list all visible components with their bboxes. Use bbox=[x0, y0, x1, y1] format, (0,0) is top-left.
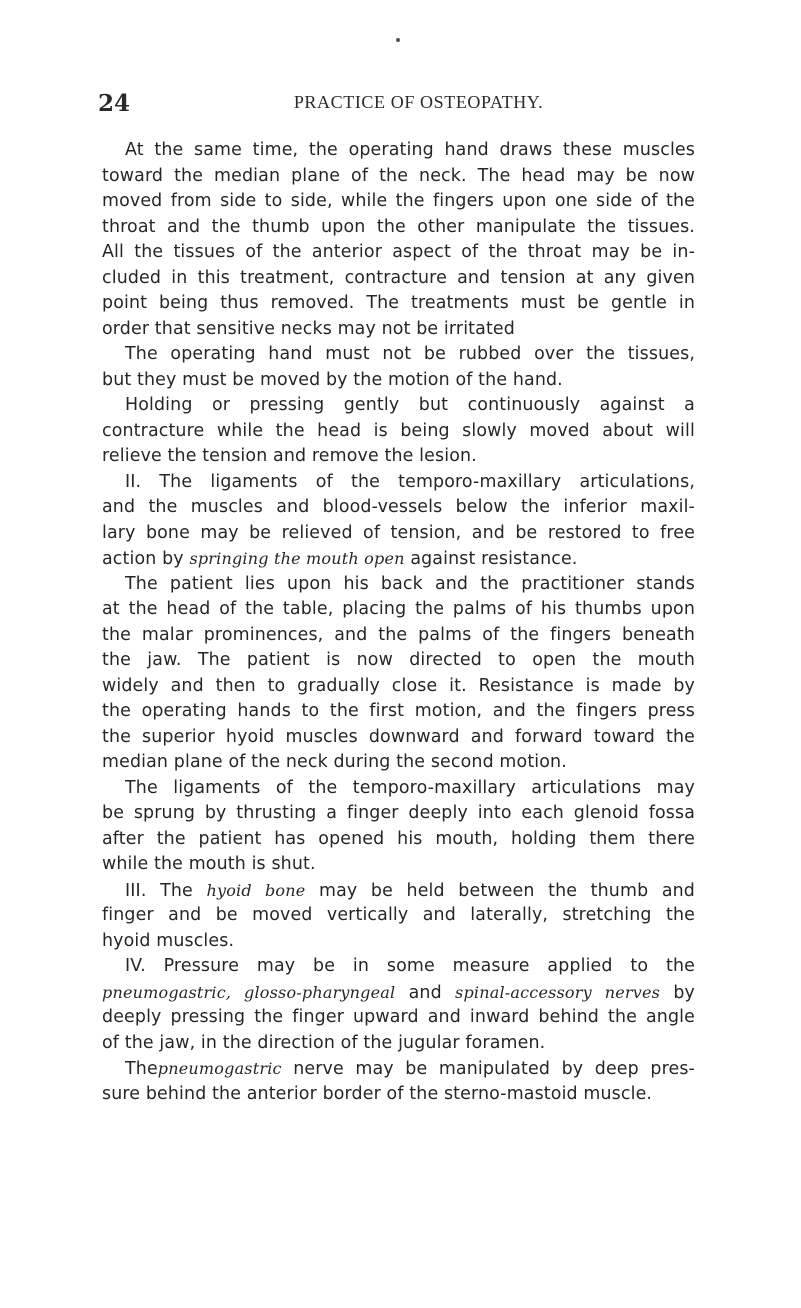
text-line: point being thus removed. The treatments must be gentle in bbox=[102, 293, 695, 313]
text-segment: action by bbox=[102, 549, 184, 569]
page-number: 24 bbox=[98, 90, 131, 117]
text-line: The ligaments of the temporo-maxillary articulations may bbox=[125, 777, 695, 798]
italic-phrase: spinal-accessory nerves bbox=[455, 982, 661, 1002]
italic-phrase: pneumogastric, glosso-pharyngeal bbox=[102, 982, 396, 1002]
text-segment: may be held between the thumb and bbox=[319, 880, 695, 901]
text-segment: against resistance. bbox=[410, 549, 578, 569]
print-speck bbox=[396, 38, 400, 42]
body-text bbox=[102, 138, 695, 1107]
text-line: and the muscles and blood-vessels below the inferior maxil- bbox=[102, 497, 695, 517]
text-line bbox=[102, 878, 695, 904]
text-line: relieve the tension and remove the lesion. bbox=[102, 446, 477, 466]
text-line: order that sensitive necks may not be irritated bbox=[102, 318, 515, 339]
text-line: Holding or pressing gently but continuously against a bbox=[125, 395, 695, 415]
text-line: moved from side to side, while the fingers upon one side of the bbox=[102, 191, 695, 211]
italic-phrase: hyoid bone bbox=[206, 880, 306, 900]
text-line: At the same time, the operating hand draws these muscles bbox=[125, 140, 695, 160]
text-line: sure behind the anterior border of the sterno-mastoid muscle. bbox=[102, 1083, 653, 1104]
text-line: at the head of the table, placing the palms of his thumbs upon bbox=[102, 599, 695, 619]
text-line: IV. Pressure may be in some measure applied to the bbox=[125, 956, 695, 976]
text-line: toward the median plane of the neck. The head may be now bbox=[102, 165, 695, 186]
text-line: hyoid muscles. bbox=[102, 930, 235, 951]
text-line: after the patient has opened his mouth, holding them there bbox=[102, 828, 695, 849]
text-line: The patient lies upon his back and the practitioner stands bbox=[125, 573, 695, 594]
text-line bbox=[102, 546, 695, 572]
text-segment: nerve may be manipulated by deep pres- bbox=[293, 1059, 695, 1079]
text-line bbox=[102, 1056, 695, 1082]
text-line: the superior hyoid muscles downward and forward toward the bbox=[102, 726, 695, 747]
text-line: contracture while the head is being slowly moved about will bbox=[102, 420, 695, 441]
text-line: cluded in this treatment, contracture and tension at any given bbox=[102, 267, 695, 288]
text-line: throat and the thumb upon the other manipulate the tissues. bbox=[102, 216, 695, 237]
text-segment: by bbox=[673, 982, 695, 1003]
text-segment: III. The bbox=[125, 880, 193, 901]
text-line: the operating hands to the first motion, and the fingers press bbox=[102, 701, 695, 721]
text-line: The operating hand must not be rubbed over the tissues, bbox=[125, 344, 695, 364]
text-line bbox=[102, 980, 695, 1006]
text-line: the jaw. The patient is now directed to open the mouth bbox=[102, 650, 695, 670]
text-line: lary bone may be relieved of tension, and be restored to free bbox=[102, 522, 695, 543]
text-segment: and bbox=[408, 982, 442, 1003]
italic-phrase: pneumogastric bbox=[157, 1059, 282, 1078]
text-line: widely and then to gradually close it. Resistance is made by bbox=[102, 675, 695, 696]
text-line: median plane of the neck during the second motion. bbox=[102, 752, 567, 772]
text-segment: The bbox=[125, 1059, 158, 1079]
text-line: deeply pressing the finger upward and inward behind the angle bbox=[102, 1007, 695, 1027]
page-header bbox=[0, 90, 801, 116]
text-line: the malar prominences, and the palms of the fingers beneath bbox=[102, 624, 695, 645]
text-line: finger and be moved vertically and laterally, stretching the bbox=[102, 905, 695, 925]
text-line: All the tissues of the anterior aspect of the throat may be in- bbox=[102, 242, 695, 262]
text-line: but they must be moved by the motion of the hand. bbox=[102, 369, 563, 390]
text-line: of the jaw, in the direction of the jugular foramen. bbox=[102, 1032, 546, 1053]
text-line: while the mouth is shut. bbox=[102, 854, 316, 874]
text-line: II. The ligaments of the temporo-maxillary articulations, bbox=[125, 471, 695, 492]
italic-phrase: springing the mouth open bbox=[189, 549, 405, 568]
running-head: PRACTICE OF OSTEOPATHY. bbox=[293, 92, 544, 112]
text-line: be sprung by thrusting a finger deeply into each glenoid fossa bbox=[102, 803, 695, 823]
